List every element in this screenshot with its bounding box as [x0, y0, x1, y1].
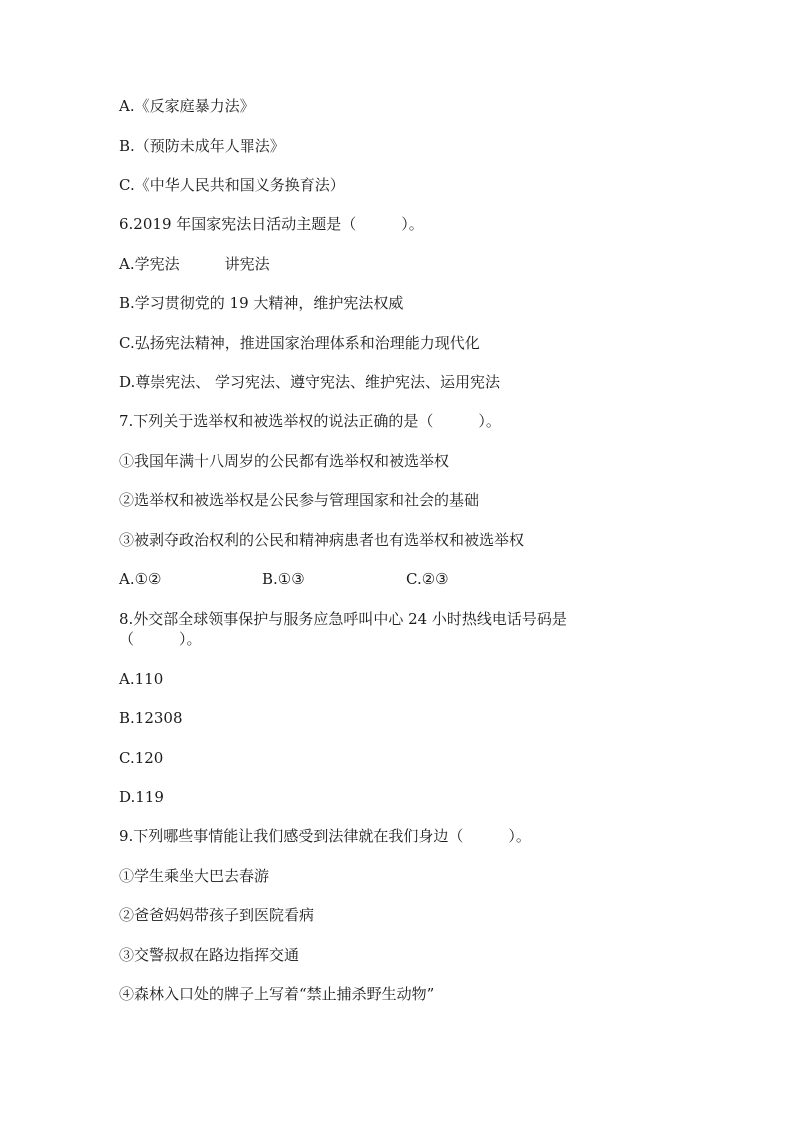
q7-item-3: ③被剥夺政治权利的公民和精神病患者也有选举权和被选举权 — [119, 531, 525, 549]
q5-option-b: B.（预防未成年人罪法》 — [119, 137, 285, 155]
q6-option-c: C.弘扬宪法精神，推进国家治理体系和治理能力现代化 — [119, 334, 480, 352]
q9-item-1: ①学生乘坐大巴去春游 — [119, 867, 270, 885]
q7-stem: 7.下列关于选举权和被选举权的说法正确的是（ ）。 — [119, 412, 501, 430]
q8-option-b: B.12308 — [119, 709, 183, 727]
q5-option-c: C.《中华人民共和国义务换育法） — [119, 176, 345, 194]
q8-stem-line-1: 8.外交部全球领事保护与服务应急呼叫中心 24 小时热线电话号码是 — [119, 610, 567, 628]
q5-option-a: A.《反家庭暴力法》 — [119, 97, 255, 115]
q8-option-c: C.120 — [119, 749, 164, 767]
q8-option-d: D.119 — [119, 788, 164, 806]
q7-item-2: ②选举权和被选举权是公民参与管理国家和社会的基础 — [119, 491, 480, 509]
q6-stem: 6.2019 年国家宪法日活动主题是（ ）。 — [119, 215, 424, 233]
q7-item-1: ①我国年满十八周岁的公民都有选举权和被选举权 — [119, 452, 450, 470]
q9-stem: 9.下列哪些事情能让我们感受到法律就在我们身边（ ）。 — [119, 827, 531, 845]
q6-option-b: B.学习贯彻党的 19 大精神，维护宪法权威 — [119, 294, 404, 312]
q7-option-c: C.②③ — [406, 570, 449, 588]
q6-option-d: D.尊崇宪法、 学习宪法、遵守宪法、维护宪法、运用宪法 — [119, 373, 501, 391]
q7-option-a: A.①② — [119, 570, 162, 588]
q9-item-3: ③交警叔叔在路边指挥交通 — [119, 946, 300, 964]
q9-item-2: ②爸爸妈妈带孩子到医院看病 — [119, 906, 315, 924]
q8-stem-line-2: （ ）。 — [119, 630, 202, 648]
q9-item-4: ④森林入口处的牌子上写着“禁止捕杀野生动物” — [119, 985, 435, 1003]
q6-option-a: A.学宪法 讲宪法 — [119, 255, 270, 273]
q7-option-b: B.①③ — [262, 570, 305, 588]
q8-option-a: A.110 — [119, 670, 164, 688]
